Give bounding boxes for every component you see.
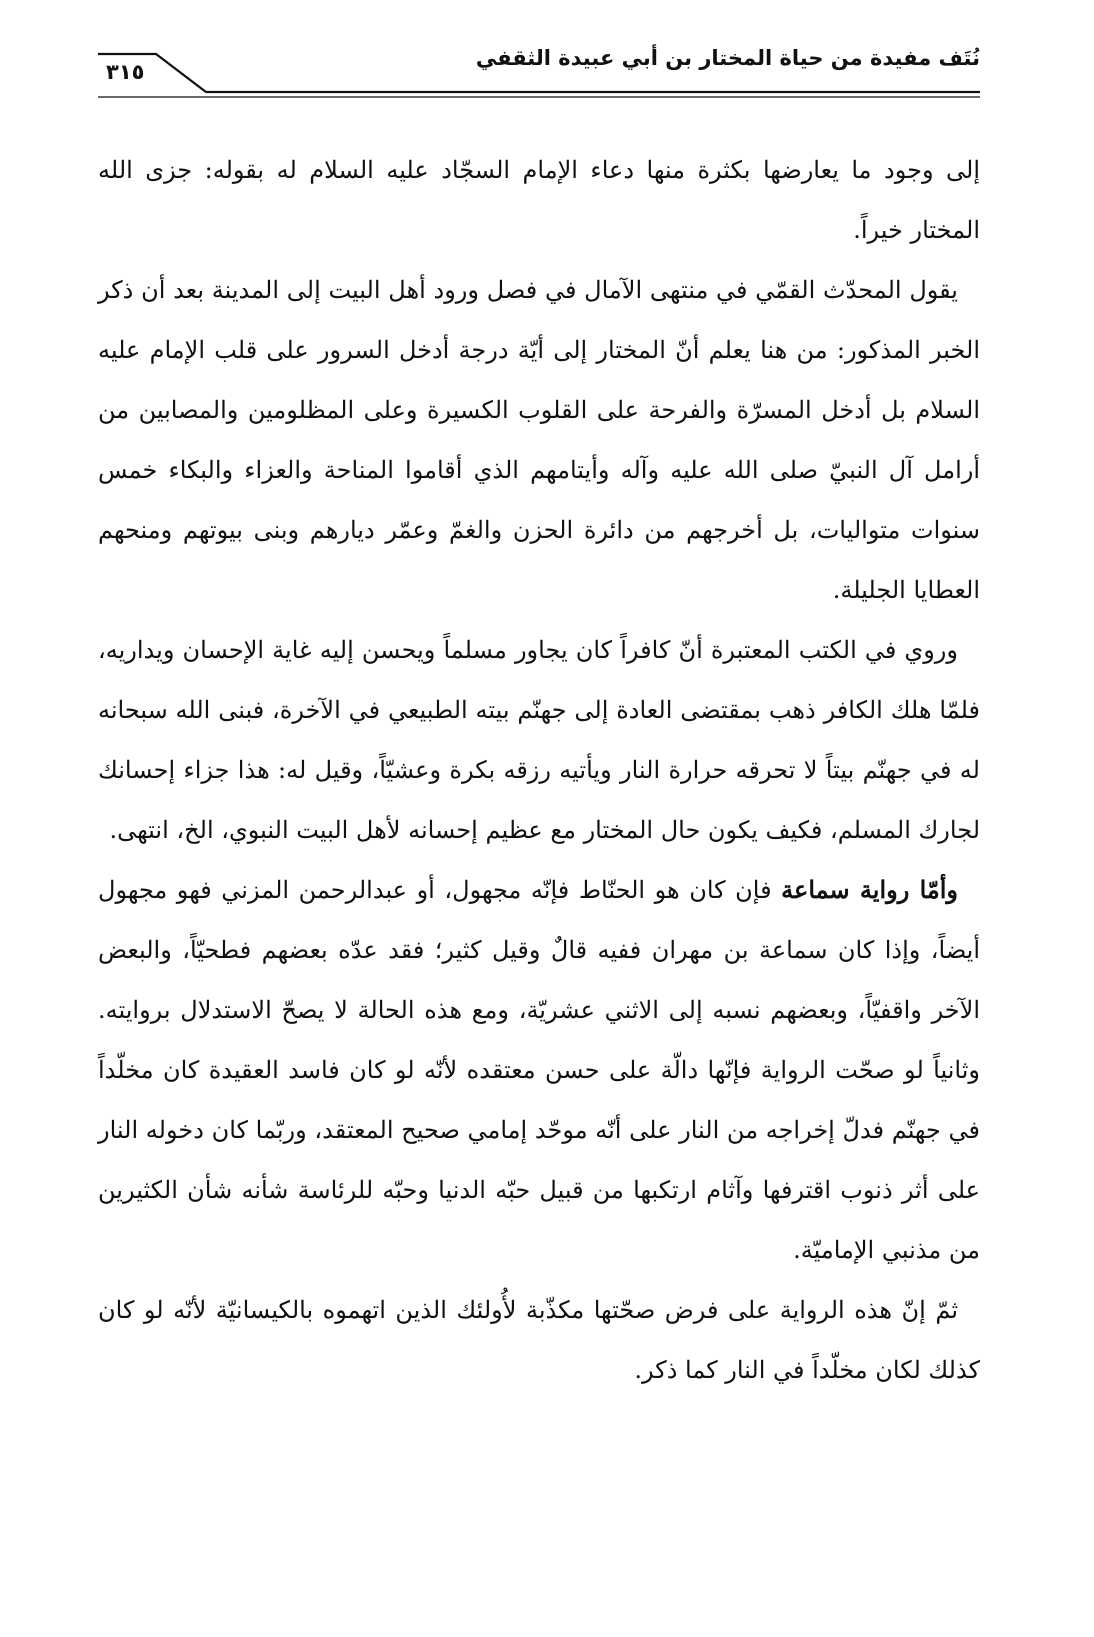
paragraph-3-text: وروي في الكتب المعتبرة أنّ كافراً كان يجاور مسلماً ويحسن إليه غاية الإحسان ويداريه، فلمّا هلك الكافر ذهب بمقتضى العادة إلى جهنّم بيته الطبيعي في الآخرة، فبنى الله سبحانه له في جهنّم بيتاً لا تحرقه حرارة النار ويأتيه رزقه بكرة وعشيّاً، وقيل له: هذا جزاء إحسانك لجارك المسلم، فكيف يكون حال المختار مع عظيم إحسانه لأهل البيت النبوي، الخ، انتهى. xyxy=(98,636,980,844)
paragraph-5-text: ثمّ إنّ هذه الرواية على فرض صحّتها مكذّبة لأُولئك الذين اتهموه بالكيسانيّة لأنّه لو كان كذلك لكان مخلّداً في النار كما ذكر. xyxy=(98,1296,980,1384)
paragraph-4-text: فإن كان هو الحنّاط فإنّه مجهول، أو عبدالرحمن المزني فهو مجهول أيضاً، وإذا كان سماعة بن مهران ففيه قالٌ وقيل كثير؛ فقد عدّه بعضهم فطحيّاً، والبعض الآخر واقفيّاً، وبعضهم نسبه إلى الاثني عشريّة، ومع هذه الحالة لا يصحّ الاستدلال بروايته. وثانياً لو صحّت الرواية فإنّها دالّة على حسن معتقده لأنّه لو كان فاسد العقيدة كان مخلّداً في جهنّم فدلّ إخراجه من النار على أنّه موحّد إمامي صحيح المعتقد، وربّما كان دخوله النار على أثر ذنوب اقترفها وآثام ارتكبها من قبيل حبّه الدنيا وحبّه للرئاسة شأنه شأن الكثيرين من مذنبي الإماميّة. xyxy=(98,876,980,1264)
page-number: ٣١٥ xyxy=(106,60,145,84)
paragraph-4-lead: وأمّا رواية سماعة xyxy=(781,875,959,904)
paragraph-4 xyxy=(98,860,980,1280)
paragraph-3 xyxy=(98,620,980,860)
paragraph-2 xyxy=(98,260,980,620)
running-header-title: نُتَف مفيدة من حياة المختار بن أبي عبيدة الثقفي xyxy=(475,46,980,70)
paragraph-1-text: إلى وجود ما يعارضها بكثرة منها دعاء الإمام السجّاد عليه السلام له بقوله: جزى الله المختار خيراً. xyxy=(98,156,981,244)
body-text xyxy=(98,140,980,1400)
running-header xyxy=(98,40,980,110)
paragraph-5 xyxy=(98,1280,980,1400)
paragraph-2-text: يقول المحدّث القمّي في منتهى الآمال في فصل ورود أهل البيت إلى المدينة بعد أن ذكر الخبر المذكور: من هنا يعلم أنّ المختار إلى أيّة درجة أدخل السرور على قلب الإمام عليه السلام بل أدخل المسرّة والفرحة على القلوب الكسيرة وعلى المظلومين والمصابين من أرامل آل النبيّ صلى الله عليه وآله وأيتامهم الذي أقاموا المناحة والعزاء والبكاء خمس سنوات متواليات، بل أخرجهم من دائرة الحزن والغمّ وعمّر ديارهم وبنى بيوتهم ومنحهم العطايا الجليلة. xyxy=(98,276,980,604)
paragraph-1 xyxy=(98,140,980,260)
